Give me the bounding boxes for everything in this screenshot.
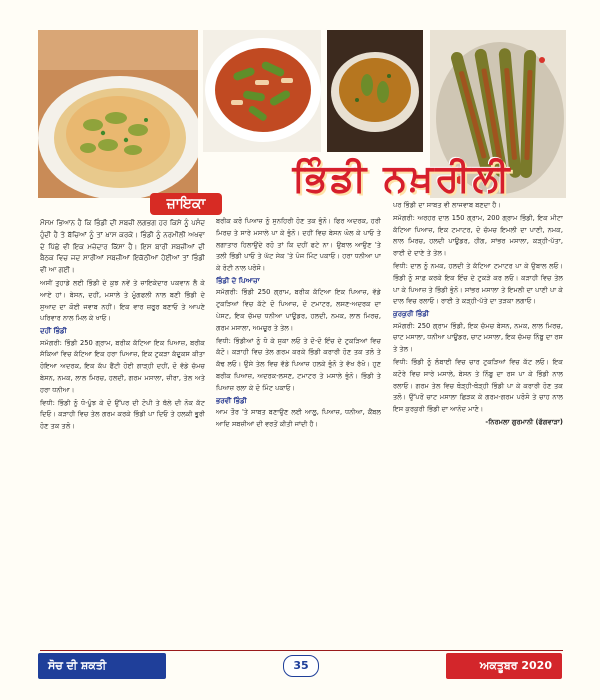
- recipe-heading-kurkuri: ਕੁਰਕੁਰੀ ਭਿੰਡੀ: [393, 310, 429, 319]
- article-title: ਭਿੰਡੀ ਨਖ਼ਰੀਲੀ: [292, 156, 512, 200]
- recipe-heading-do-pyaza: ਭਿੰਡੀ ਦੋ ਪਿਆਜ਼ਾ: [216, 276, 260, 285]
- dahi-bhindi-photo: [38, 30, 198, 198]
- footer-issue-date: ਅਕਤੂਬਰ 2020: [446, 653, 562, 679]
- intro-paragraph-2: ਅਸੀਂ ਤੁਹਾਡੇ ਲਈ ਭਿੰਡੀ ਦੇ ਕੁਝ ਨਵੇਂ ਤੇ ਜ਼ਾਇਕੇਦਾਰ ਪਕਵਾਨ ਲੈ ਕੇ ਆਏ ਹਾਂ। ਬੇਸਨ, ਦਹੀਂ, ਮਸਾਲੇ ਤੇ ਮੂੰਗਫਲੀ ਨਾਲ ਬਣੀ ਭਿੰਡੀ ਦੇ ਸੁਆਦ ਦਾ ਕੋਈ ਜਵਾਬ ਨਹੀਂ। ਇਕ ਵਾਰ ਜ਼ਰੂਰ ਬਣਾਓ ਤੇ ਆਪਣੇ ਪਰਿਵਾਰ ਨਾਲ ਮਿਲ ਕੇ ਖਾਓ।: [40, 278, 205, 323]
- footer-divider: [40, 650, 563, 651]
- method-paragraph: ਵਿਧੀ: ਭਿੰਡੀ ਨੂੰ ਲੰਬਾਈ ਵਿਚ ਚਾਰ ਟੁਕੜਿਆਂ ਵਿਚ ਕੱਟ ਲਓ। ਇਕ ਕਟੋਰੇ ਵਿਚ ਸਾਰੇ ਮਸਾਲੇ, ਬੇਸਨ ਤੇ ਨਿੰਬੂ ਦਾ ਰਸ ਪਾ ਕੇ ਭਿੰਡੀ ਨਾਲ ਰਲਾਓ। ਗਰਮ ਤੇਲ ਵਿਚ ਥੋੜ੍ਹੀ-ਥੋੜ੍ਹੀ ਭਿੰਡੀ ਪਾ ਕੇ ਕਰਾਰੀ ਹੋਣ ਤਕ ਤਲੋ। ਉੱਪਰੋਂ ਚਾਟ ਮਸਾਲਾ ਛਿੜਕ ਕੇ ਗਰਮ-ਗਰਮ ਪਰੋਸੋ ਤੇ ਚਾਹ ਨਾਲ ਇਸ ਕੁਰਕੁਰੀ ਭਿੰਡੀ ਦਾ ਆਨੰਦ ਮਾਣੋ।: [393, 358, 563, 414]
- footer-magazine-name: ਸੋਚ ਦੀ ਸ਼ਕਤੀ: [38, 653, 166, 679]
- recipe-heading-bharwan: ਭਰਵੀਂ ਭਿੰਡੀ: [216, 396, 247, 405]
- ingredients-paragraph: ਸਮੱਗਰੀ: ਅਰਹਰ ਦਾਲ 150 ਗ੍ਰਾਮ, 200 ਗ੍ਰਾਮ ਭਿੰਡੀ, ਇਕ ਮੀਟਾ ਕੱਟਿਆ ਪਿਆਜ਼, ਇਕ ਟਮਾਟਰ, ਦੋ ਚੱਮਚ ਇਮਲੀ ਦਾ ਪਾਣੀ, ਨਮਕ, ਲਾਲ ਮਿਰਚ, ਹਲਦੀ ਪਾਊਡਰ, ਹੀਂਗ, ਸਾਂਭਰ ਮਸਾਲਾ, ਕੜ੍ਹੀ-ਪੱਤਾ, ਰਾਈ ਦੇ ਦਾਣੇ ਤੇ ਤੇਲ।: [393, 213, 563, 258]
- method-paragraph: ਵਿਧੀ: ਦਾਲ ਨੂੰ ਨਮਕ, ਹਲਦੀ ਤੇ ਕੱਟਿਆ ਟਮਾਟਰ ਪਾ ਕੇ ਉਬਾਲ ਲਓ। ਭਿੰਡੀ ਨੂੰ ਸਾਫ਼ ਕਰਕੇ ਇਕ ਇੰਚ ਦੇ ਟੁਕੜੇ ਕਰ ਲਓ। ਕੜਾਹੀ ਵਿਚ ਤੇਲ ਪਾ ਕੇ ਪਿਆਜ਼ ਤੇ ਭਿੰਡੀ ਭੁੰਨੋ। ਸਾਂਭਰ ਮਸਾਲਾ ਤੇ ਇਮਲੀ ਦਾ ਪਾਣੀ ਪਾ ਕੇ ਦਾਲ ਵਿਚ ਰਲਾਓ। ਰਾਈ ਤੇ ਕੜ੍ਹੀ-ਪੱਤੇ ਦਾ ਤੜਕਾ ਲਗਾਓ।: [393, 261, 563, 306]
- ingredients-paragraph: ਸਮੱਗਰੀ: ਭਿੰਡੀ 250 ਗ੍ਰਾਮ, ਬਰੀਕ ਕੱਟਿਆ ਇਕ ਪਿਆਜ਼, ਵੱਡੇ ਟੁਕੜਿਆਂ ਵਿਚ ਕੱਟੇ ਦੋ ਪਿਆਜ਼, ਦੋ ਟਮਾਟਰ, ਲਸਣ-ਅਦਰਕ ਦਾ ਪੇਸਟ, ਇਕ ਚੱਮਚ ਧਨੀਆ ਪਾਊਡਰ, ਹਲਦੀ, ਨਮਕ, ਲਾਲ ਮਿਰਚ, ਗਰਮ ਮਸਾਲਾ, ਅਮਚੂਰ ਤੇ ਤੇਲ।: [216, 288, 381, 332]
- method-paragraph: ਵਿਧੀ: ਭਿੰਡੀ ਨੂੰ ਧੋ-ਪੂੰਝ ਕੇ ਦੋ ਉੱਪਰ ਦੀ ਟੋਪੀ ਤੇ ਥੱਲੇ ਦੀ ਨੋਕ ਕੱਟ ਦਿਓ। ਕੜਾਹੀ ਵਿਚ ਤੇਲ ਗਰਮ ਕਰਕੇ ਭਿੰਡੀ ਪਾ ਦਿਓ ਤੇ ਹਲਕੀ ਭੂਰੀ ਹੋਣ ਤਕ ਤਲੋ।: [40, 398, 205, 431]
- sambar-intro-paragraph: ਪਰ ਭਿੰਡੀ ਦਾ ਸਾਬਤ ਵੀ ਲਾਜਵਾਬ ਬਣਦਾ ਹੈ।: [393, 201, 501, 209]
- intro-sambar-paragraph: ਆਮ ਤੌਰ 'ਤੇ ਸਾਬਤ ਬਣਾਉਣ ਲਈ ਆਲੂ, ਪਿਆਜ਼, ਧਨੀਆ, ਕੈਂਬਲ ਆਦਿ ਸਬਜ਼ੀਆਂ ਦੀ ਵਰਤੋਂ ਕੀਤੀ ਜਾਂਦੀ ਹੈ।: [216, 408, 381, 428]
- recipe-heading-dahi-bhindi: ਦਹੀਂ ਭਿੰਡੀ: [40, 327, 67, 336]
- ingredients-paragraph: ਸਮੱਗਰੀ: ਭਿੰਡੀ 250 ਗ੍ਰਾਮ, ਬਰੀਕ ਕੱਟਿਆ ਇਕ ਪਿਆਜ਼, ਬਰੀਕ ਸੱਕਿਆਂ ਵਿਚ ਕੱਟਿਆ ਇਕ ਹਰਾ ਪਿਆਜ਼, ਇਕ ਟੁਕੜਾ ਕੱਦੂਕਸ ਕੀਤਾ ਹੋਇਆ ਅਦਰਕ, ਇਕ ਕੱਪ ਫੈਂਟੀ ਹੋਈ ਗਾੜ੍ਹੀ ਦਹੀਂ, ਦੋ ਵੱਡੇ ਚੱਮਚ ਬੇਸਨ, ਨਮਕ, ਲਾਲ ਮਿਰਚ, ਹਲਦੀ, ਗਰਮ ਮਸਾਲਾ, ਜ਼ੀਰਾ, ਤੇਲ ਅਤੇ ਹਰਾ ਧਨੀਆ।: [40, 338, 205, 394]
- intro-paragraph: ਮੌਸਮ ਭਿਆਨ ਹੈ ਕਿ ਭਿੰਡੀ ਦੀ ਸਬਜ਼ੀ ਲਗਭਗ ਹਰ ਕਿਸੇ ਨੂੰ ਪਸੰਦ ਹੁੰਦੀ ਹੈ ਤੇ ਬੱਚਿਆਂ ਨੂੰ ਤਾਂ ਖ਼ਾਸ ਕਰਕੇ। ਭਿੰਡੀ ਨੂੰ ਨਰਮੀਲੀ ਅਖਵਾ ਦੇ ਪਿੱਛੇ ਵੀ ਇਕ ਮਜ਼ੇਦਾਰ ਕਿੱਸਾ ਹੈ। ਇਸ ਬਾਰੀ ਸਬਜ਼ੀਆਂ ਦੀ ਬੈਠਕ ਵਿਚ ਜਦ ਸਾਰੀਆਂ ਸਬਜ਼ੀਆਂ ਇਕੱਠੀਆਂ ਹੋਈਆਂ ਤਾਂ ਭਿੰਡੀ ਵੀ ਆ ਗਈ।: [40, 219, 205, 275]
- text-column-1: [40, 218, 205, 643]
- author-signature: -ਨਿਰਮਲਾ ਗੁਰਮਾਨੀ (ਫੱਗਵਾੜਾ): [485, 418, 563, 427]
- method-continued-paragraph: ਬਰੀਕ ਕਰੋ ਪਿਆਜ਼ ਨੂੰ ਸੁਨਹਿਰੀ ਹੋਣ ਤਕ ਭੁੰਨੋ। ਫਿਰ ਅਦਰਕ, ਹਰੀ ਮਿਰਚ ਤੇ ਸਾਰੇ ਮਸਾਲੇ ਪਾ ਕੇ ਭੁੰਨੋ। ਦਹੀਂ ਵਿਚ ਬੇਸਨ ਘੋਲ ਕੇ ਪਾਓ ਤੇ ਲਗਾਤਾਰ ਹਿਲਾਉਂਦੇ ਰਹੋ ਤਾਂ ਕਿ ਦਹੀਂ ਫਟੇ ਨਾ। ਉਬਾਲ ਆਉਣ 'ਤੇ ਤਲੀ ਭਿੰਡੀ ਪਾਓ ਤੇ ਘੱਟ ਸੇਕ 'ਤੇ ਪੰਜ ਮਿੰਟ ਪਕਾਓ। ਹਰਾ ਧਨੀਆ ਪਾ ਕੇ ਰੋਟੀ ਨਾਲ ਪਰੋਸੋ।: [216, 217, 381, 273]
- ingredients-paragraph: ਸਮੱਗਰੀ: 250 ਗ੍ਰਾਮ ਭਿੰਡੀ, ਇਕ ਚੱਮਚ ਬੇਸਨ, ਨਮਕ, ਲਾਲ ਮਿਰਚ, ਚਾਟ ਮਸਾਲਾ, ਧਨੀਆ ਪਾਊਡਰ, ਚਾਟ ਮਸਾਲਾ, ਇਕ ਚੱਮਚ ਨਿੰਬੂ ਦਾ ਰਸ ਤੇ ਤੇਲ।: [393, 321, 563, 354]
- page-number: 35: [283, 655, 319, 677]
- text-column-2: [216, 216, 381, 643]
- section-badge: ਜ਼ਾਇਕਾ: [150, 193, 222, 215]
- bhindi-do-pyaza-photo: [203, 30, 321, 152]
- method-paragraph: ਵਿਧੀ: ਭਿੰਡੀਆਂ ਨੂੰ ਧੋ ਕੇ ਸੁਕਾ ਲਓ ਤੇ ਦੋ-ਦੋ ਇੰਚ ਦੇ ਟੁਕੜਿਆਂ ਵਿਚ ਕੱਟੋ। ਕੜਾਹੀ ਵਿਚ ਤੇਲ ਗਰਮ ਕਰਕੇ ਭਿੰਡੀ ਕਰਾਰੀ ਹੋਣ ਤਕ ਤਲੋ ਤੇ ਕੱਢ ਲਓ। ਉਸੇ ਤੇਲ ਵਿਚ ਵੱਡੇ ਪਿਆਜ਼ ਹਲਕੇ ਭੁੰਨੋ ਤੇ ਵੱਖ ਰੱਖੋ। ਹੁਣ ਬਰੀਕ ਪਿਆਜ਼, ਅਦਰਕ-ਲਸਣ, ਟਮਾਟਰ ਤੇ ਮਸਾਲੇ ਭੁੰਨੋ। ਭਿੰਡੀ ਤੇ ਪਿਆਜ਼ ਰਲਾ ਕੇ ਦੋ ਮਿੰਟ ਪਕਾਓ।: [216, 336, 381, 392]
- bhindi-sambar-photo: [327, 30, 423, 152]
- text-column-3: [393, 200, 563, 643]
